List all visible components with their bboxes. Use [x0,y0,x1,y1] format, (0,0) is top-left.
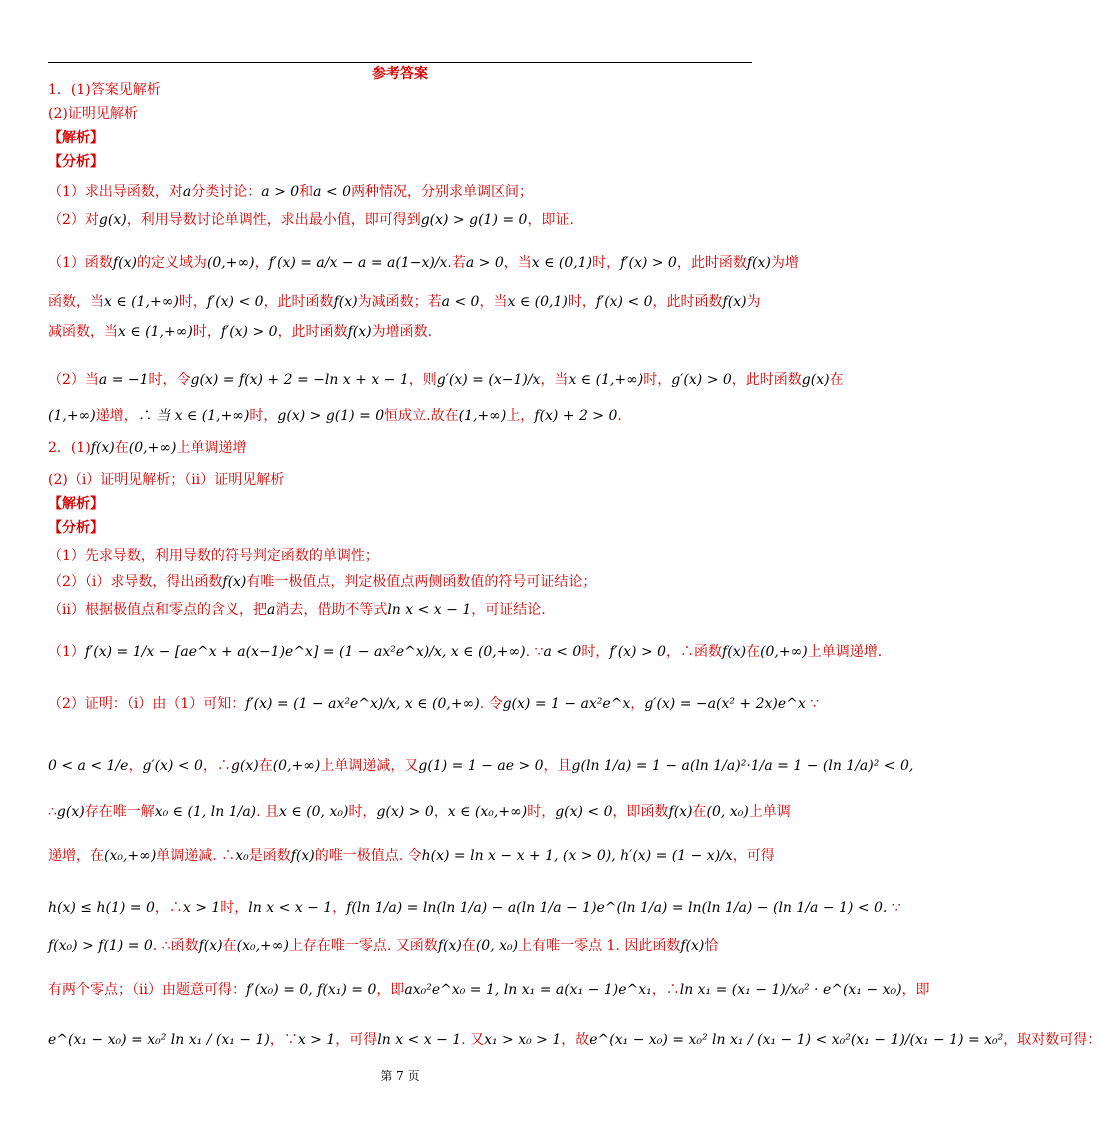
q2-answer-1: 2．(1)f(x)在(0,+∞)上单调递增 [48,440,247,456]
page-number: 第 7 页 [380,1069,420,1083]
q2-solution-6: h(x) ≤ h(1) = 0，∴x > 1时，ln x < x − 1，f(ln 1/a) = ln(ln 1/a) − a(ln 1/a − 1)e^(ln 1/a) = ln(ln 1/a) − (ln 1/a − 1) < 0. ∵ [48,900,901,916]
q1-solution-2-line-1: （2）当a = −1时，令g(x) = f(x) + 2 = −ln x + x − 1，则g′(x) = (x−1)/x，当x ∈ (1,+∞)时，g′(x) > 0，此时函数g(x)在 [48,372,844,388]
q2-analysis-1: （1）先求导数，利用导数的符号判定函数的单调性； [48,548,379,564]
q2-solution-5: 递增，在(x₀,+∞)单调递减. ∴x₀是函数f(x)的唯一极值点. 令h(x) = ln x − x + 1, (x > 0), h′(x) = (1 − x)/x，可得 [48,848,775,864]
q1-analysis-2: （2）对g(x)，利用导数讨论单调性，求出最小值，即可得到g(x) > g(1) = 0，即证. [48,212,574,228]
q2-tag-jiexi: 【解析】 [48,496,104,512]
q2-solution-7: f(x₀) > f(1) = 0. ∴函数f(x)在(x₀,+∞)上存在唯一零点. 又函数f(x)在(0, x₀)上有唯一零点 1. 因此函数f(x)恰 [48,938,719,954]
q1-answer-1: 1．(1)答案见解析 [48,82,161,98]
q2-solution-9: e^(x₁ − x₀) = x₀² ln x₁ / (x₁ − 1)，∵x > 1，可得ln x < x − 1. 又x₁ > x₀ > 1，故e^(x₁ − x₀) = x₀² ln x₁ / (x₁ − 1) < x₀²(x₁ − 1)/(x₁ − 1) = x₀²，取对数可得： [48,1032,1101,1048]
q1-solution-1-line-3: 减函数，当x ∈ (1,+∞)时，f′(x) > 0，此时函数f(x)为增函数. [48,324,433,340]
q1-tag-fenxi: 【分析】 [48,154,104,170]
q1-solution-1-line-2: 函数，当x ∈ (1,+∞)时，f′(x) < 0，此时函数f(x)为减函数；若a < 0，当x ∈ (0,1)时，f′(x) < 0，此时函数f(x)为 [48,294,761,310]
q1-analysis-1: （1）求出导函数，对a分类讨论：a > 0和a < 0两种情况，分别求单调区间； [48,184,534,200]
q2-analysis-3: （ⅱ）根据极值点和零点的含义，把a消去，借助不等式ln x < x − 1，可证结论. [48,602,546,618]
q1-solution-2-line-2: (1,+∞)递增，∴ 当 x ∈ (1,+∞)时，g(x) > g(1) = 0恒成立.故在(1,+∞)上，f(x) + 2 > 0. [48,408,622,424]
q2-tag-fenxi: 【分析】 [48,520,104,536]
q2-solution-3: 0 < a < 1/e，g′(x) < 0，∴g(x)在(0,+∞)上单调递减，又g(1) = 1 − ae > 0，且g(ln 1/a) = 1 − a(ln 1/a)²·1/a = 1 − (ln 1/a)² < 0, [48,758,914,774]
page-title: 参考答案 [372,66,428,82]
q1-tag-jiexi: 【解析】 [48,130,104,146]
q2-solution-4: ∴g(x)存在唯一解x₀ ∈ (1, ln 1/a). 且x ∈ (0, x₀)时，g(x) > 0，x ∈ (x₀,+∞)时，g(x) < 0，即函数f(x)在(0, x₀)上单调 [48,804,791,820]
q1-solution-1-line-1: （1）函数f(x)的定义域为(0,+∞)，f′(x) = a/x − a = a(1−x)/x.若a > 0，当x ∈ (0,1)时，f′(x) > 0，此时函数f(x)为增 [48,255,799,271]
header-rule [48,62,752,63]
q2-solution-8: 有两个零点；（ii）由题意可得：f′(x₀) = 0, f(x₁) = 0，即ax₀²e^x₀ = 1, ln x₁ = a(x₁ − 1)e^x₁，∴ln x₁ = (x₁ − 1)/x₀² · e^(x₁ − x₀)，即 [48,982,930,998]
q2-answer-2: (2)（ⅰ）证明见解析；（ⅱ）证明见解析 [48,472,285,488]
q2-solution-2: （2）证明：（i）由（1）可知：f′(x) = (1 − ax²e^x)/x, x ∈ (0,+∞). 令g(x) = 1 − ax²e^x，g′(x) = −a(x² + 2x)e^x ∵ [48,696,820,712]
q1-answer-2: (2)证明见解析 [48,106,138,122]
q2-analysis-2: （2）（ⅰ）求导数，得出函数f(x)有唯一极值点，判定极值点两侧函数值的符号可证结论； [48,574,597,590]
q2-solution-1: （1）f′(x) = 1/x − [ae^x + a(x−1)e^x] = (1 − ax²e^x)/x, x ∈ (0,+∞). ∵a < 0时，f′(x) > 0，∴函数f(x)在(0,+∞)上单调递增. [48,644,883,660]
